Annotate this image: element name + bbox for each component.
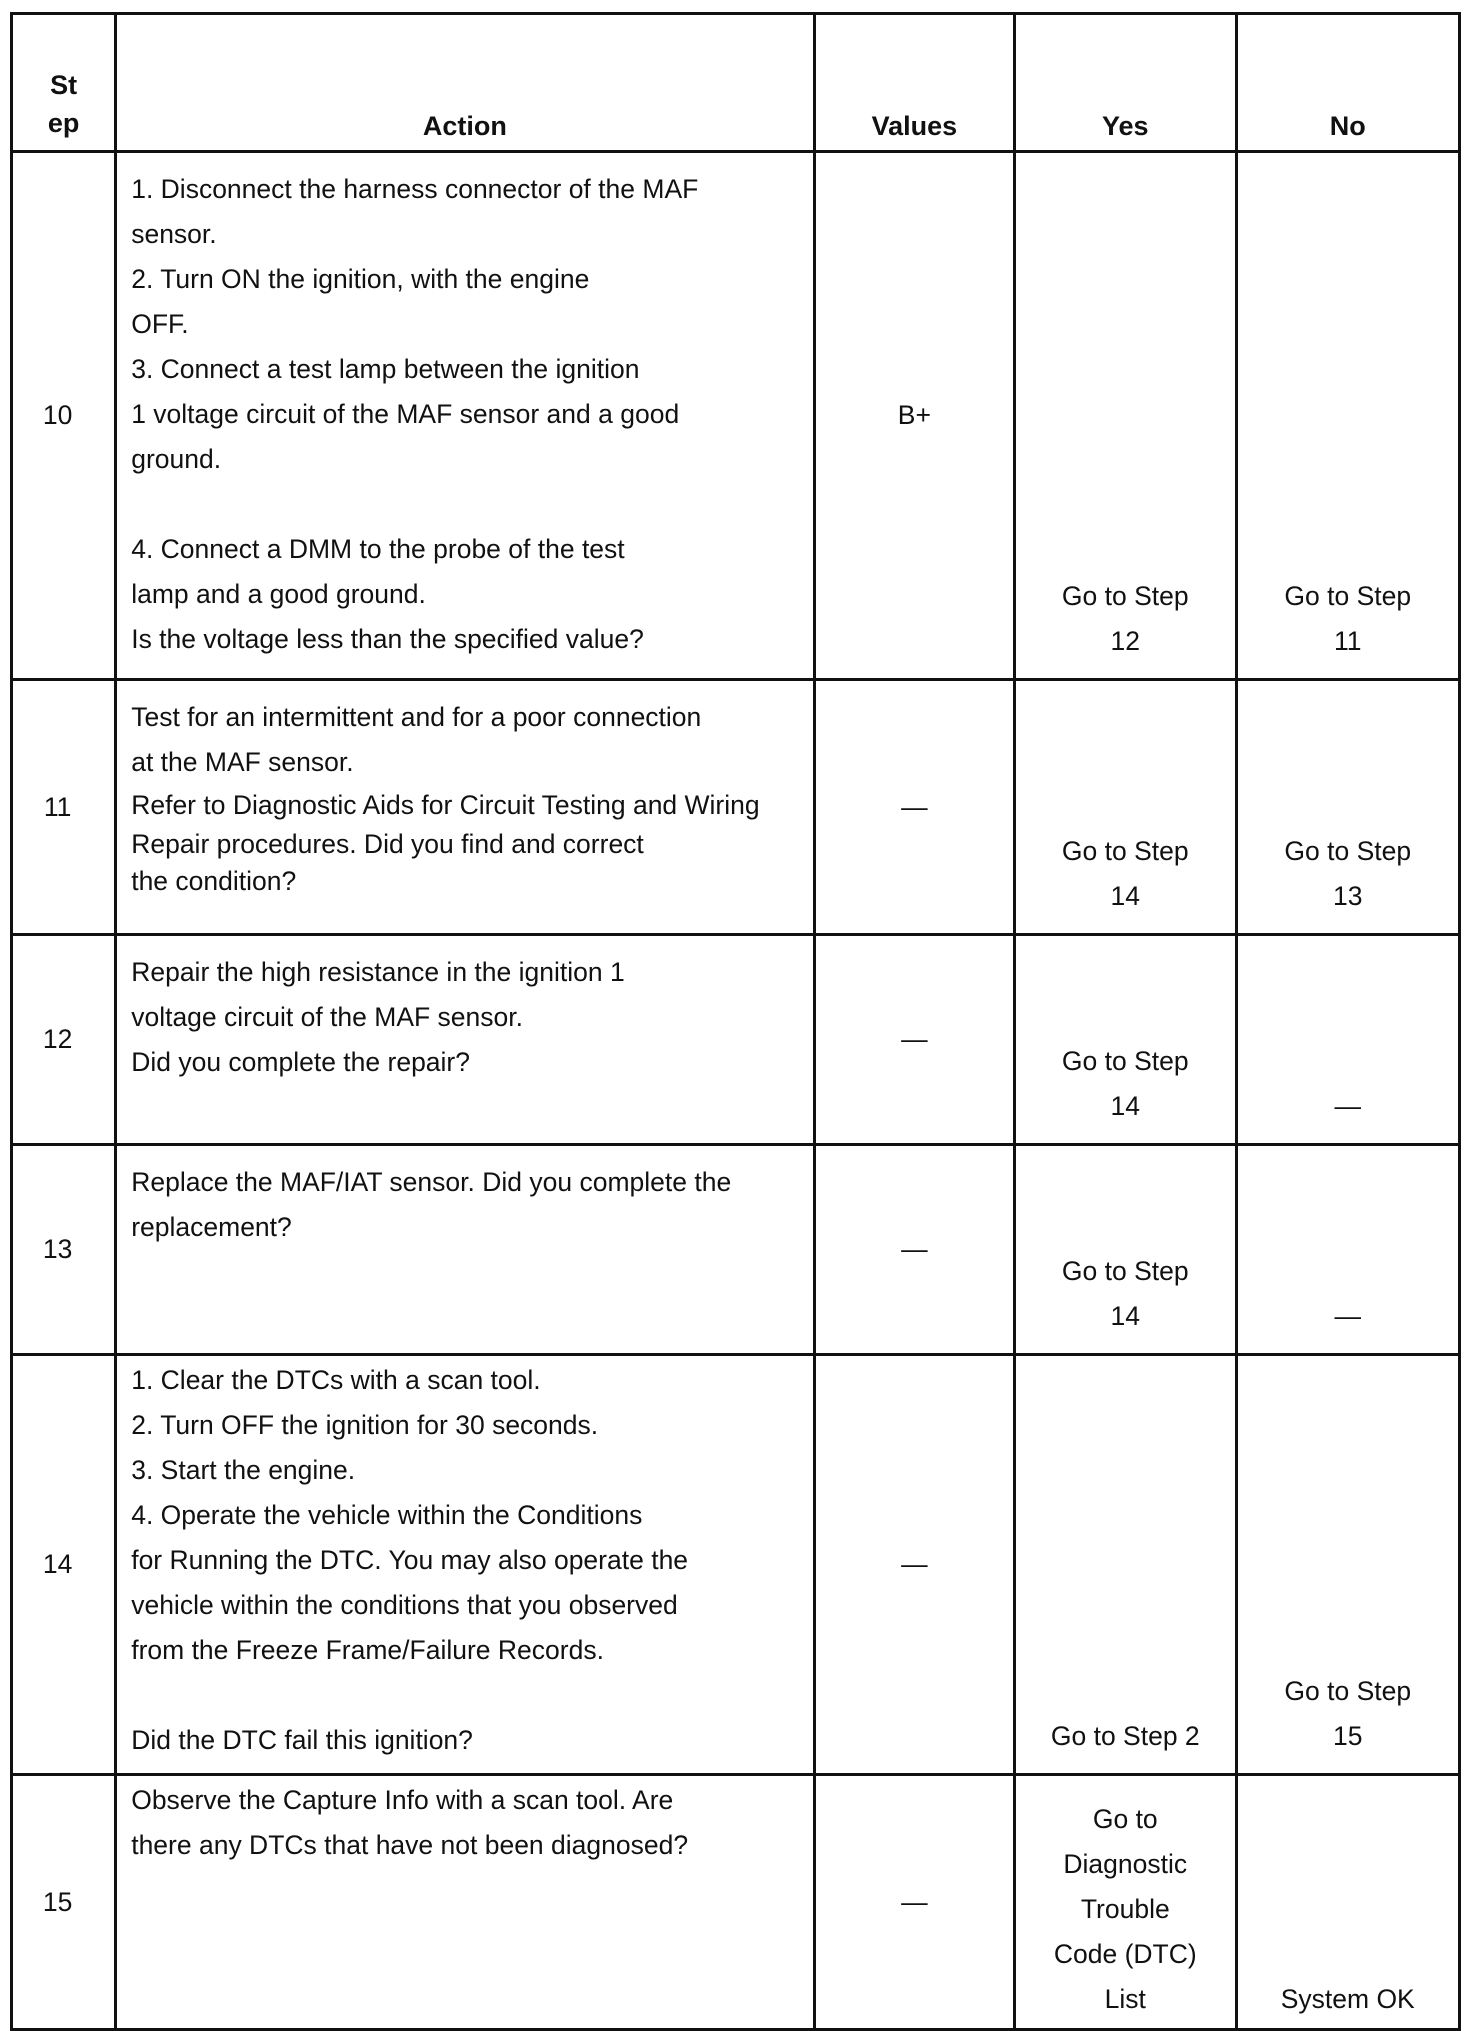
action-line: 4. Operate the vehicle within the Conditions	[131, 1500, 643, 1530]
value-cell: —	[814, 1775, 1014, 2030]
action-line: Repair the high resistance in the ignition 1	[131, 957, 625, 987]
no-cell	[1236, 152, 1460, 680]
action-line: voltage circuit of the MAF sensor.	[131, 1002, 523, 1032]
action-line: there any DTCs that have not been diagnosed?	[131, 1830, 689, 1860]
action-line: Is the voltage less than the specified value?	[131, 624, 644, 654]
yes-line: 14	[1110, 1091, 1141, 1121]
spacer	[131, 1673, 798, 1718]
action-line: for Running the DTC. You may also operate the	[131, 1545, 689, 1575]
action-line: 4. Connect a DMM to the probe of the test	[131, 534, 625, 564]
yes-line: Go to Step	[1061, 581, 1189, 611]
yes-cell	[1015, 680, 1236, 935]
header-step-line2: ep	[47, 108, 80, 138]
action-line: Replace the MAF/IAT sensor. Did you complete the	[131, 1167, 732, 1197]
no-line: 13	[1333, 881, 1363, 911]
diagnostic-table	[10, 12, 1461, 2031]
step-number: 12	[12, 935, 116, 1145]
yes-line: Go to Step	[1061, 1046, 1189, 1076]
action-cell	[116, 1355, 814, 1775]
action-line: ground.	[131, 444, 222, 474]
action-line: 2. Turn ON the ignition, with the engine	[131, 264, 590, 294]
no-line: Go to Step	[1284, 581, 1412, 611]
action-line: 2. Turn OFF the ignition for 30 seconds.	[131, 1410, 599, 1440]
action-line: at the MAF sensor.	[131, 747, 354, 777]
no-cell	[1236, 680, 1460, 935]
yes-line: Trouble	[1080, 1894, 1170, 1924]
step-number: 15	[12, 1775, 116, 2030]
header-step	[12, 14, 116, 152]
action-cell	[116, 1775, 814, 2030]
spacer	[131, 482, 798, 527]
header-action: Action	[116, 14, 814, 152]
step-number: 14	[12, 1355, 116, 1775]
header-row	[12, 14, 1460, 152]
no-line: 11	[1333, 626, 1362, 656]
no-line: Go to Step	[1284, 1676, 1412, 1706]
yes-line: Code (DTC)	[1053, 1939, 1197, 1969]
step-number: 10	[12, 152, 116, 680]
action-line: 3. Connect a test lamp between the ignition	[131, 354, 640, 384]
action-line: Repair procedures. Did you find and correct	[131, 829, 644, 859]
yes-line: 12	[1110, 626, 1141, 656]
action-line: 3. Start the engine.	[131, 1455, 356, 1485]
action-line: from the Freeze Frame/Failure Records.	[131, 1635, 604, 1665]
header-yes: Yes	[1015, 14, 1236, 152]
yes-line: Go to Step	[1061, 1256, 1189, 1286]
value-cell: —	[814, 935, 1014, 1145]
table-row	[12, 1355, 1460, 1775]
no-cell	[1236, 1355, 1460, 1775]
action-line: vehicle within the conditions that you observed	[131, 1590, 678, 1620]
value-cell: —	[814, 680, 1014, 935]
yes-cell	[1015, 1775, 1236, 2030]
value-cell: —	[814, 1145, 1014, 1355]
header-step-line1: St	[50, 70, 78, 100]
value-cell: B+	[814, 152, 1014, 680]
action-line: OFF.	[131, 309, 189, 339]
action-line: lamp and a good ground.	[131, 579, 426, 609]
yes-cell	[1015, 935, 1236, 1145]
action-line: Refer to Diagnostic Aids for Circuit Testing and Wiring	[131, 790, 760, 820]
value-cell: —	[814, 1355, 1014, 1775]
action-cell	[116, 680, 814, 935]
table-row	[12, 152, 1460, 680]
action-line: replacement?	[131, 1212, 292, 1242]
no-cell: System OK	[1236, 1775, 1460, 2030]
action-line: 1. Disconnect the harness connector of the MAF	[131, 174, 699, 204]
table-row	[12, 935, 1460, 1145]
no-cell: —	[1236, 935, 1460, 1145]
table-row	[12, 1775, 1460, 2030]
no-cell: —	[1236, 1145, 1460, 1355]
yes-cell: Go to Step 2	[1015, 1355, 1236, 1775]
header-no: No	[1236, 14, 1460, 152]
table-row	[12, 1145, 1460, 1355]
yes-line: List	[1104, 1984, 1146, 2014]
yes-cell	[1015, 1145, 1236, 1355]
yes-line: Go to	[1092, 1804, 1158, 1834]
action-line: sensor.	[131, 219, 217, 249]
step-number: 11	[12, 680, 116, 935]
action-line: Did the DTC fail this ignition?	[131, 1725, 473, 1755]
action-cell	[116, 1145, 814, 1355]
yes-line: 14	[1110, 881, 1141, 911]
action-cell	[116, 935, 814, 1145]
action-cell	[116, 152, 814, 680]
yes-cell	[1015, 152, 1236, 680]
action-line: 1. Clear the DTCs with a scan tool.	[131, 1365, 541, 1395]
action-line: Test for an intermittent and for a poor connection	[131, 702, 702, 732]
yes-line: Go to Step	[1061, 836, 1189, 866]
action-line: Did you complete the repair?	[131, 1047, 470, 1077]
yes-line: 14	[1110, 1301, 1141, 1331]
header-values: Values	[814, 14, 1014, 152]
step-number: 13	[12, 1145, 116, 1355]
action-line: 1 voltage circuit of the MAF sensor and a good	[131, 399, 680, 429]
table-row	[12, 680, 1460, 935]
no-line: 15	[1333, 1721, 1363, 1751]
action-line: Observe the Capture Info with a scan tool. Are	[131, 1785, 674, 1815]
action-line: the condition?	[131, 866, 297, 896]
no-line: Go to Step	[1284, 836, 1412, 866]
yes-line: Diagnostic	[1063, 1849, 1188, 1879]
